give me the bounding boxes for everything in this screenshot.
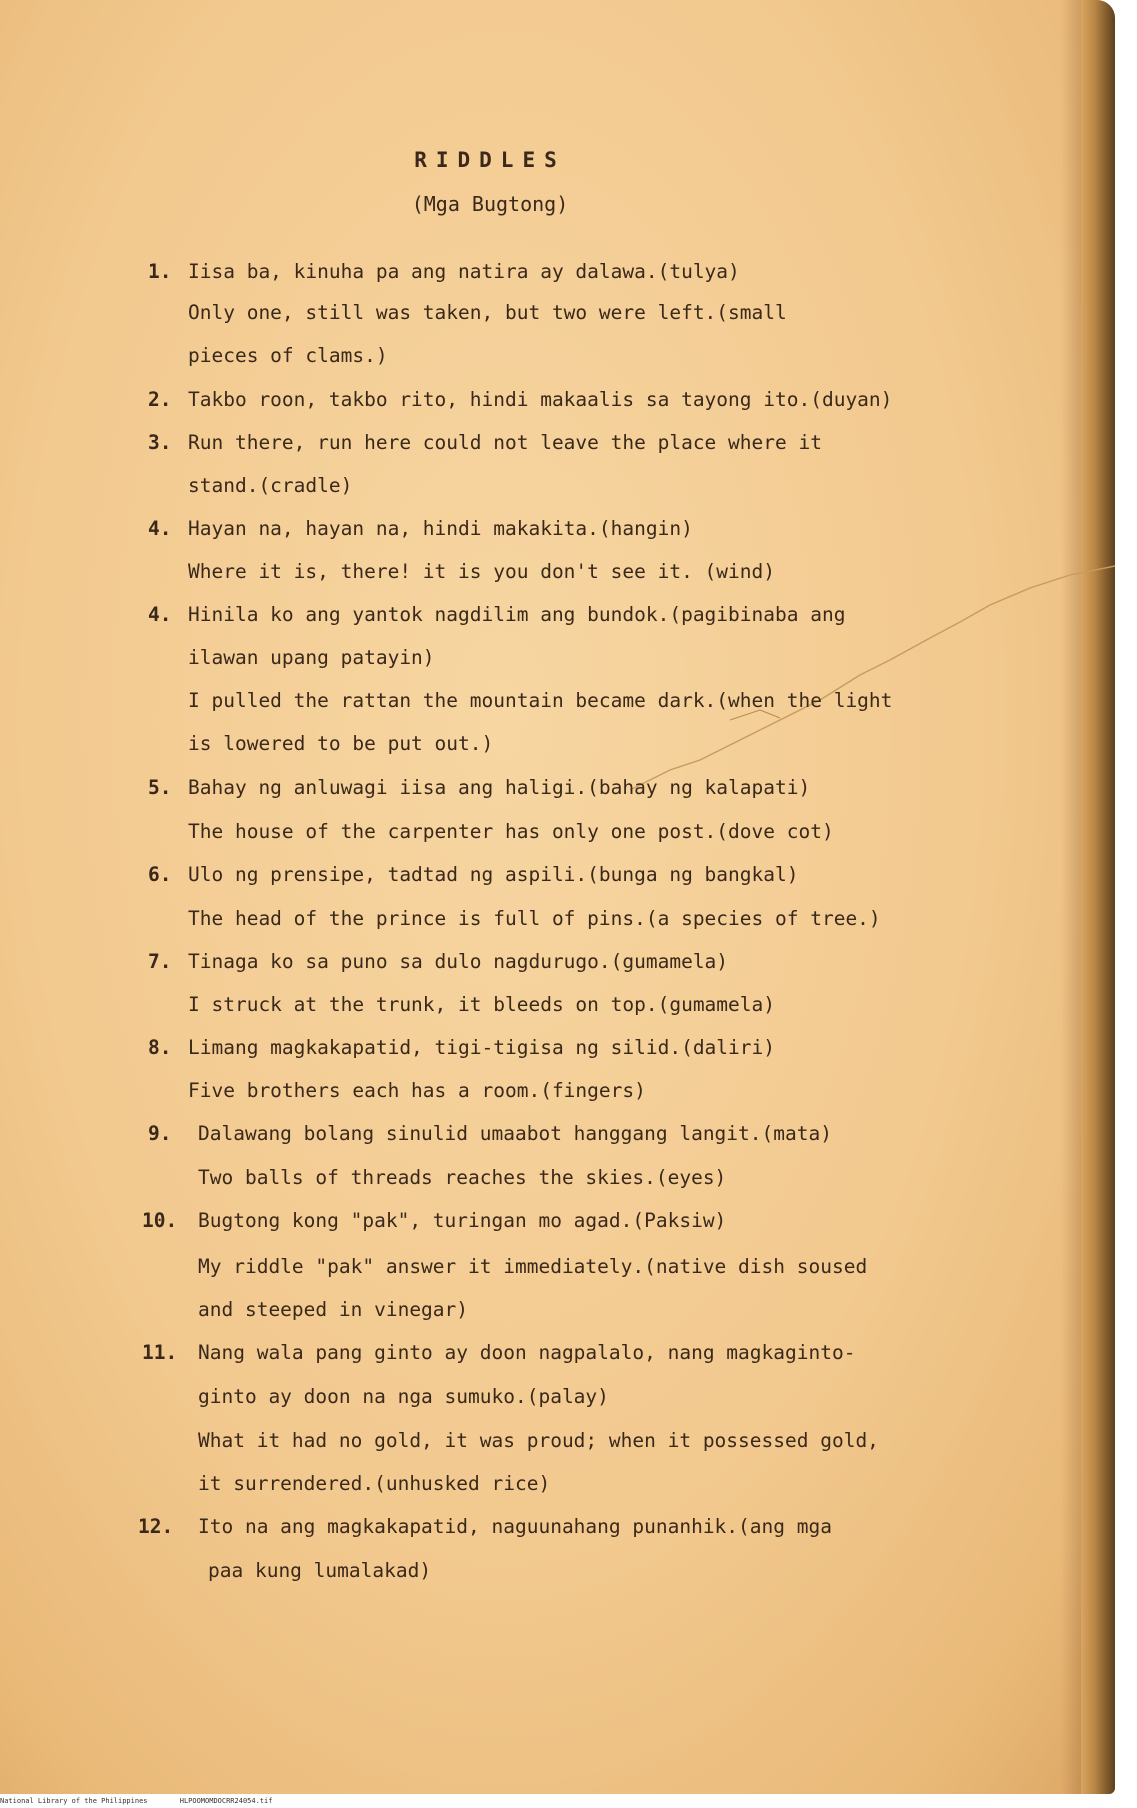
page-title: RIDDLES [414, 148, 566, 172]
riddle-number: 6. [148, 863, 172, 886]
riddle-line: What it had no gold, it was proud; when it possessed gold, [198, 1429, 879, 1452]
riddle-line: and steeped in vinegar) [198, 1298, 469, 1321]
riddle-line: ilawan upang patayin) [188, 646, 435, 669]
riddle-line: Two balls of threads reaches the skies.(eyes) [198, 1166, 727, 1189]
riddle-line: I struck at the trunk, it bleeds on top.(gumamela) [188, 993, 775, 1016]
riddle-number: 8. [148, 1036, 172, 1059]
riddle-number: 11. [142, 1341, 178, 1364]
riddle-line: paa kung lumalakad) [208, 1559, 432, 1582]
book-spine [1081, 0, 1115, 1794]
riddle-number: 10. [142, 1209, 178, 1232]
riddle-number: 4. [148, 603, 172, 626]
riddle-line: Ulo ng prensipe, tadtad ng aspili.(bunga ng bangkal) [188, 863, 799, 886]
riddle-line: Iisa ba, kinuha pa ang natira ay dalawa.(tulya) [188, 260, 740, 283]
riddle-line: ginto ay doon na nga sumuko.(palay) [198, 1385, 609, 1408]
riddle-number: 4. [148, 517, 172, 540]
riddle-number: 7. [148, 950, 172, 973]
riddle-number: 9. [148, 1122, 172, 1145]
riddle-line: The house of the carpenter has only one post.(dove cot) [188, 820, 834, 843]
riddle-number: 3. [148, 431, 172, 454]
riddle-line: it surrendered.(unhusked rice) [198, 1472, 551, 1495]
riddle-line: Nang wala pang ginto ay doon nagpalalo, nang magkaginto- [198, 1341, 856, 1364]
file-name: HLPOOMOMDOCRR24054.tif [179, 1797, 273, 1805]
riddle-line: Dalawang bolang sinulid umaabot hanggang langit.(mata) [198, 1122, 832, 1145]
riddle-line: Run there, run here could not leave the place where it [188, 431, 822, 454]
riddle-line: Ito na ang magkakapatid, naguunahang punanhik.(ang mga [198, 1515, 832, 1538]
riddle-line: Bugtong kong "pak", turingan mo agad.(Paksiw) [198, 1209, 727, 1232]
riddle-line: pieces of clams.) [188, 344, 388, 367]
riddle-number: 5. [148, 776, 172, 799]
riddle-line: Limang magkakapatid, tigi-tigisa ng silid.(daliri) [188, 1036, 775, 1059]
riddle-number: 12. [138, 1515, 174, 1538]
riddle-line: I pulled the rattan the mountain became dark.(when the light [188, 689, 893, 712]
riddle-line: Hinila ko ang yantok nagdilim ang bundok.(pagibinaba ang [188, 603, 846, 626]
riddle-line: The head of the prince is full of pins.(a species of tree.) [188, 907, 881, 930]
riddle-line: stand.(cradle) [188, 474, 353, 497]
riddle-line: Where it is, there! it is you don't see it. (wind) [188, 560, 775, 583]
riddle-number: 1. [148, 260, 172, 283]
scan-footer [0, 1797, 1137, 1805]
riddle-line: Five brothers each has a room.(fingers) [188, 1079, 646, 1102]
riddle-line: My riddle "pak" answer it immediately.(native dish soused [198, 1255, 868, 1278]
riddle-number: 2. [148, 388, 172, 411]
riddle-line: Tinaga ko sa puno sa dulo nagdurugo.(gumamela) [188, 950, 729, 973]
library-credit: National Library of the Philippines [0, 1797, 148, 1805]
page-subtitle: (Mga Bugtong) [411, 192, 569, 216]
riddle-line: Bahay ng anluwagi iisa ang haligi.(bahay ng kalapati) [188, 776, 811, 799]
riddle-line: Hayan na, hayan na, hindi makakita.(hangin) [188, 517, 693, 540]
riddle-line: is lowered to be put out.) [188, 732, 494, 755]
riddle-line: Only one, still was taken, but two were left.(small [188, 301, 787, 324]
riddle-line: Takbo roon, takbo rito, hindi makaalis sa tayong ito.(duyan) [188, 388, 893, 411]
